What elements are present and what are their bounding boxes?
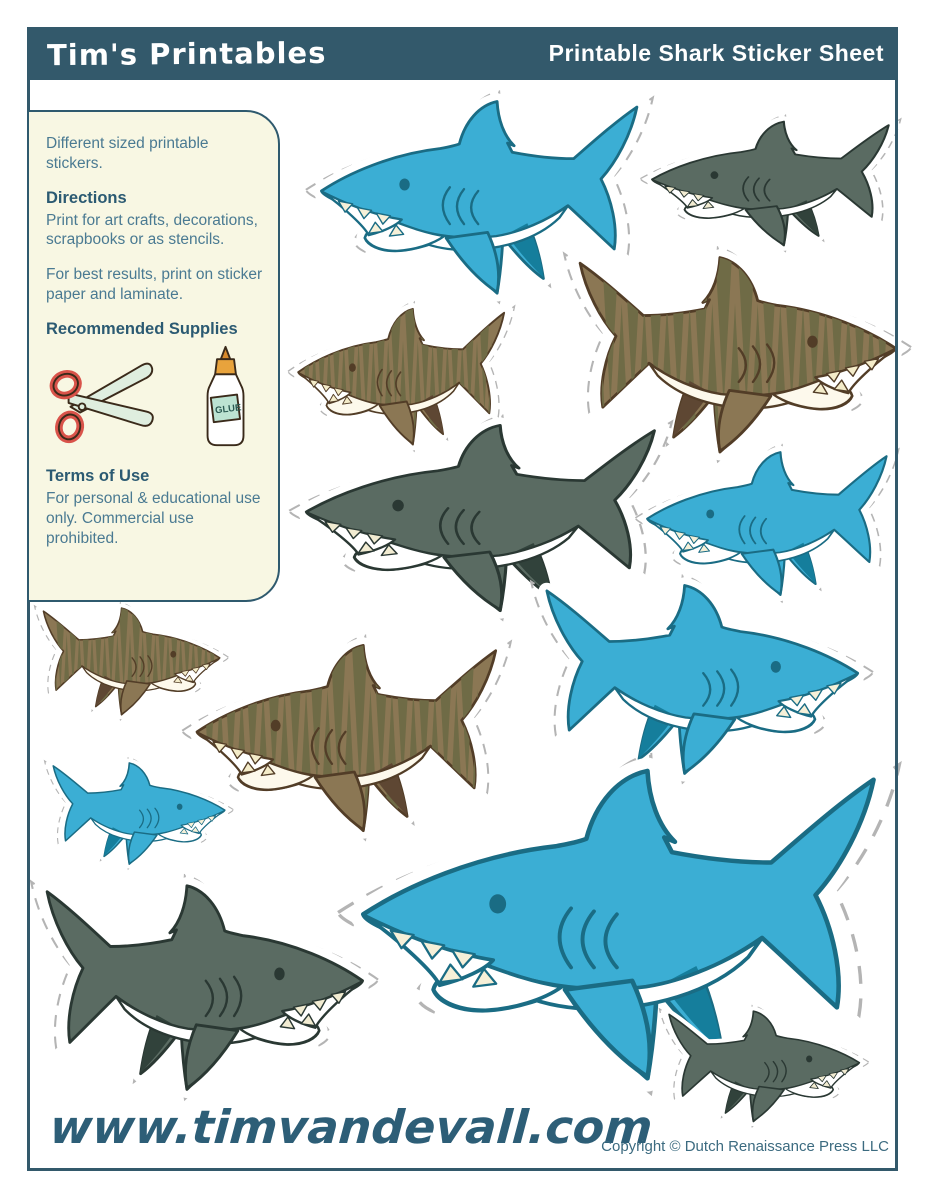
header-bar xyxy=(27,27,898,80)
frame-border-right xyxy=(895,80,898,1171)
best-results-text: For best results, print on sticker paper and laminate. xyxy=(46,266,263,304)
supplies-icons xyxy=(48,345,264,449)
shark-sticker-blue xyxy=(45,760,230,872)
scissors-icon xyxy=(48,353,166,449)
shark-sticker-gray xyxy=(32,880,372,1105)
info-panel xyxy=(27,110,280,602)
site-logo: Tim's Printables xyxy=(46,35,327,72)
terms-text: For personal & educational use only. Commercial use prohibited. xyxy=(46,489,261,547)
terms-block xyxy=(46,467,264,548)
shark-sticker-blue xyxy=(532,580,867,788)
glue-bottle-icon xyxy=(200,345,252,449)
glue-label: GLUE xyxy=(214,402,242,417)
directions-text: Print for art crafts, decorations, scrapbooks or as stencils. xyxy=(46,211,258,249)
intro-text: Different sized printable stickers. xyxy=(46,135,209,172)
shark-sticker-gray xyxy=(660,1008,865,1130)
footer-copyright: Copyright © Dutch Renaissance Press LLC xyxy=(601,1138,889,1155)
directions-heading: Directions xyxy=(46,188,127,207)
page-title: Printable Shark Sticker Sheet xyxy=(548,40,884,66)
frame-border-bottom xyxy=(27,1168,898,1171)
shark-sticker-gray xyxy=(645,118,900,255)
supplies-heading: Recommended Supplies xyxy=(46,319,238,338)
terms-heading: Terms of Use xyxy=(46,466,150,485)
footer-url: www.timvandevall.com xyxy=(48,1100,655,1154)
